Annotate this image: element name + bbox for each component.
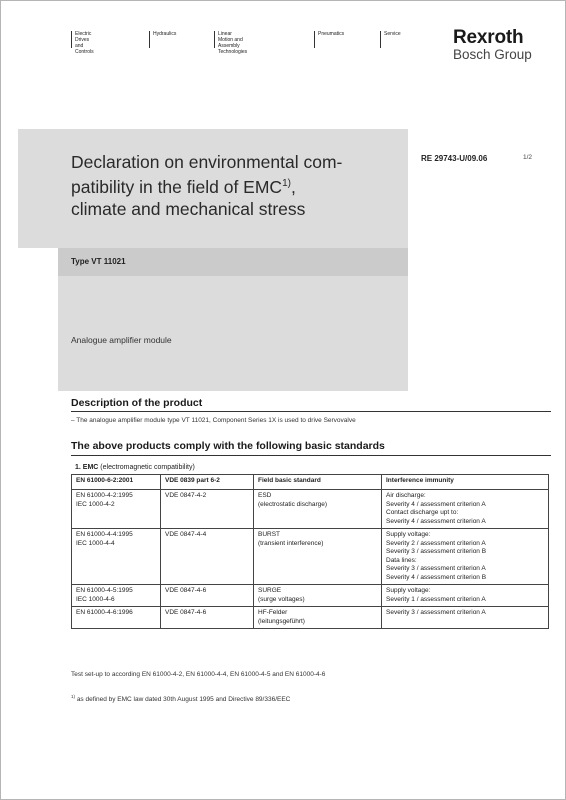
cell-line: Supply voltage: [386, 531, 431, 538]
table-cell [72, 529, 161, 585]
cell-line: ESD [258, 492, 272, 499]
cell-line: BURST [258, 531, 281, 538]
table-row [72, 585, 549, 607]
table-cell [254, 585, 382, 607]
cell-line: SURGE [258, 587, 282, 594]
footnote-marker: 1) [71, 694, 76, 699]
cell-line: VDE 0847-4-2 [165, 492, 207, 499]
emc-table [71, 474, 549, 629]
column-header: Interference immunity [382, 475, 549, 490]
cell-line: Contact discharge upt to: [386, 509, 459, 516]
cell-line: HF-Felder [258, 609, 288, 616]
caption-bold: 1. EMC [75, 464, 99, 471]
cell-line: Severity 4 / assessment criterion A [386, 517, 486, 525]
cell-line: EN 61000-4-2:1995 [76, 492, 133, 499]
table-cell [254, 529, 382, 585]
logo-sub: Bosch Group [453, 47, 532, 62]
cell-line: Severity 1 / assessment criterion A [386, 595, 486, 603]
table-row [72, 529, 549, 585]
product-subtitle: Analogue amplifier module [71, 335, 172, 345]
table-cell [72, 585, 161, 607]
nav-electric-drives: Electric Drives and Controls [71, 31, 94, 48]
table-cell [382, 585, 549, 607]
table-row [72, 607, 549, 629]
nav-linear-motion: Linear Motion and Assembly Technologies [214, 31, 247, 48]
description-heading: Description of the product [71, 397, 203, 409]
column-header: Field basic standard [254, 475, 382, 490]
cell-line: VDE 0847-4-6 [165, 609, 207, 616]
table-cell [72, 490, 161, 529]
table-row [72, 490, 549, 529]
table-cell [382, 607, 549, 629]
cell-line: Severity 4 / assessment criterion A [386, 500, 486, 508]
nav-pneumatics: Pneumatics [314, 31, 344, 48]
cell-line: (electrostatic discharge) [258, 500, 327, 508]
footnote-text: as defined by EMC law dated 30th August 1995 and Directive 89/336/EEC [75, 696, 291, 704]
document-number: RE 29743-U/09.06 [421, 154, 488, 163]
cell-line: VDE 0847-4-4 [165, 531, 207, 538]
page-number: 1/2 [523, 154, 533, 161]
cell-line: Severity 2 / assessment criterion A [386, 539, 486, 547]
table-header-row [72, 475, 549, 490]
cell-line: EN 61000-4-5:1995 [76, 587, 133, 594]
title-tail: , climate and mechanical stress [71, 176, 306, 219]
table-cell [254, 490, 382, 529]
cell-line: VDE 0847-4-6 [165, 587, 207, 594]
table-cell [72, 607, 161, 629]
caption-rest: (electromagnetic compatibility) [98, 464, 195, 471]
table-cell [161, 607, 254, 629]
title-footnote-ref: 1) [282, 178, 291, 189]
footnote [71, 694, 290, 703]
standards-rule [71, 455, 551, 456]
page-title [71, 151, 401, 220]
cell-line: IEC 1000-4-4 [76, 539, 115, 547]
rexroth-logo [453, 27, 543, 62]
table-cell [382, 529, 549, 585]
table-cell [161, 490, 254, 529]
nav-service: Service [380, 31, 401, 48]
cell-line: Severity 3 / assessment criterion A [386, 609, 486, 616]
column-header: EN 61000-6-2:2001 [72, 475, 161, 490]
emc-table-body [72, 490, 549, 629]
cell-line: Severity 3 / assessment criterion A [386, 565, 486, 572]
cell-line: EN 61000-4-4:1995 [76, 531, 133, 538]
cell-line: Severity 3 / assessment criterion B [386, 548, 487, 555]
table-cell [382, 490, 549, 529]
title-main: Declaration on environmental com- patibility in the field of EMC [71, 152, 343, 197]
column-header: VDE 0839 part 6-2 [161, 475, 254, 490]
cell-line: IEC 1000-4-6 [76, 595, 115, 603]
table-cell [254, 607, 382, 629]
cell-line: EN 61000-4-6:1996 [76, 609, 133, 616]
description-rule [71, 411, 551, 412]
description-text: – The analogue amplifier module type VT 11021, Component Series 1X is used to drive Servovalve [71, 417, 356, 424]
cell-line: IEC 1000-4-2 [76, 500, 115, 508]
table-caption [75, 464, 195, 471]
table-cell [161, 529, 254, 585]
cell-line: Severity 4 / assessment criterion B [386, 573, 487, 581]
test-setup-note: Test set-up to according EN 61000-4-2, EN 61000-4-4, EN 61000-4-5 and EN 61000-4-6 [71, 671, 326, 678]
cell-line: Air discharge: [386, 492, 426, 499]
cell-line: Supply voltage: [386, 587, 431, 594]
standards-heading: The above products comply with the following basic standards [71, 440, 385, 452]
table-cell [161, 585, 254, 607]
nav-hydraulics: Hydraulics [149, 31, 176, 48]
type-label: Type VT 11021 [71, 257, 126, 266]
cell-line: (surge voltages) [258, 595, 305, 603]
cell-line: Data lines: [386, 556, 417, 564]
cell-line: (leitungsgeführt) [258, 617, 305, 625]
cell-line: (transient interference) [258, 539, 324, 547]
logo-main: Rexroth [453, 27, 524, 48]
